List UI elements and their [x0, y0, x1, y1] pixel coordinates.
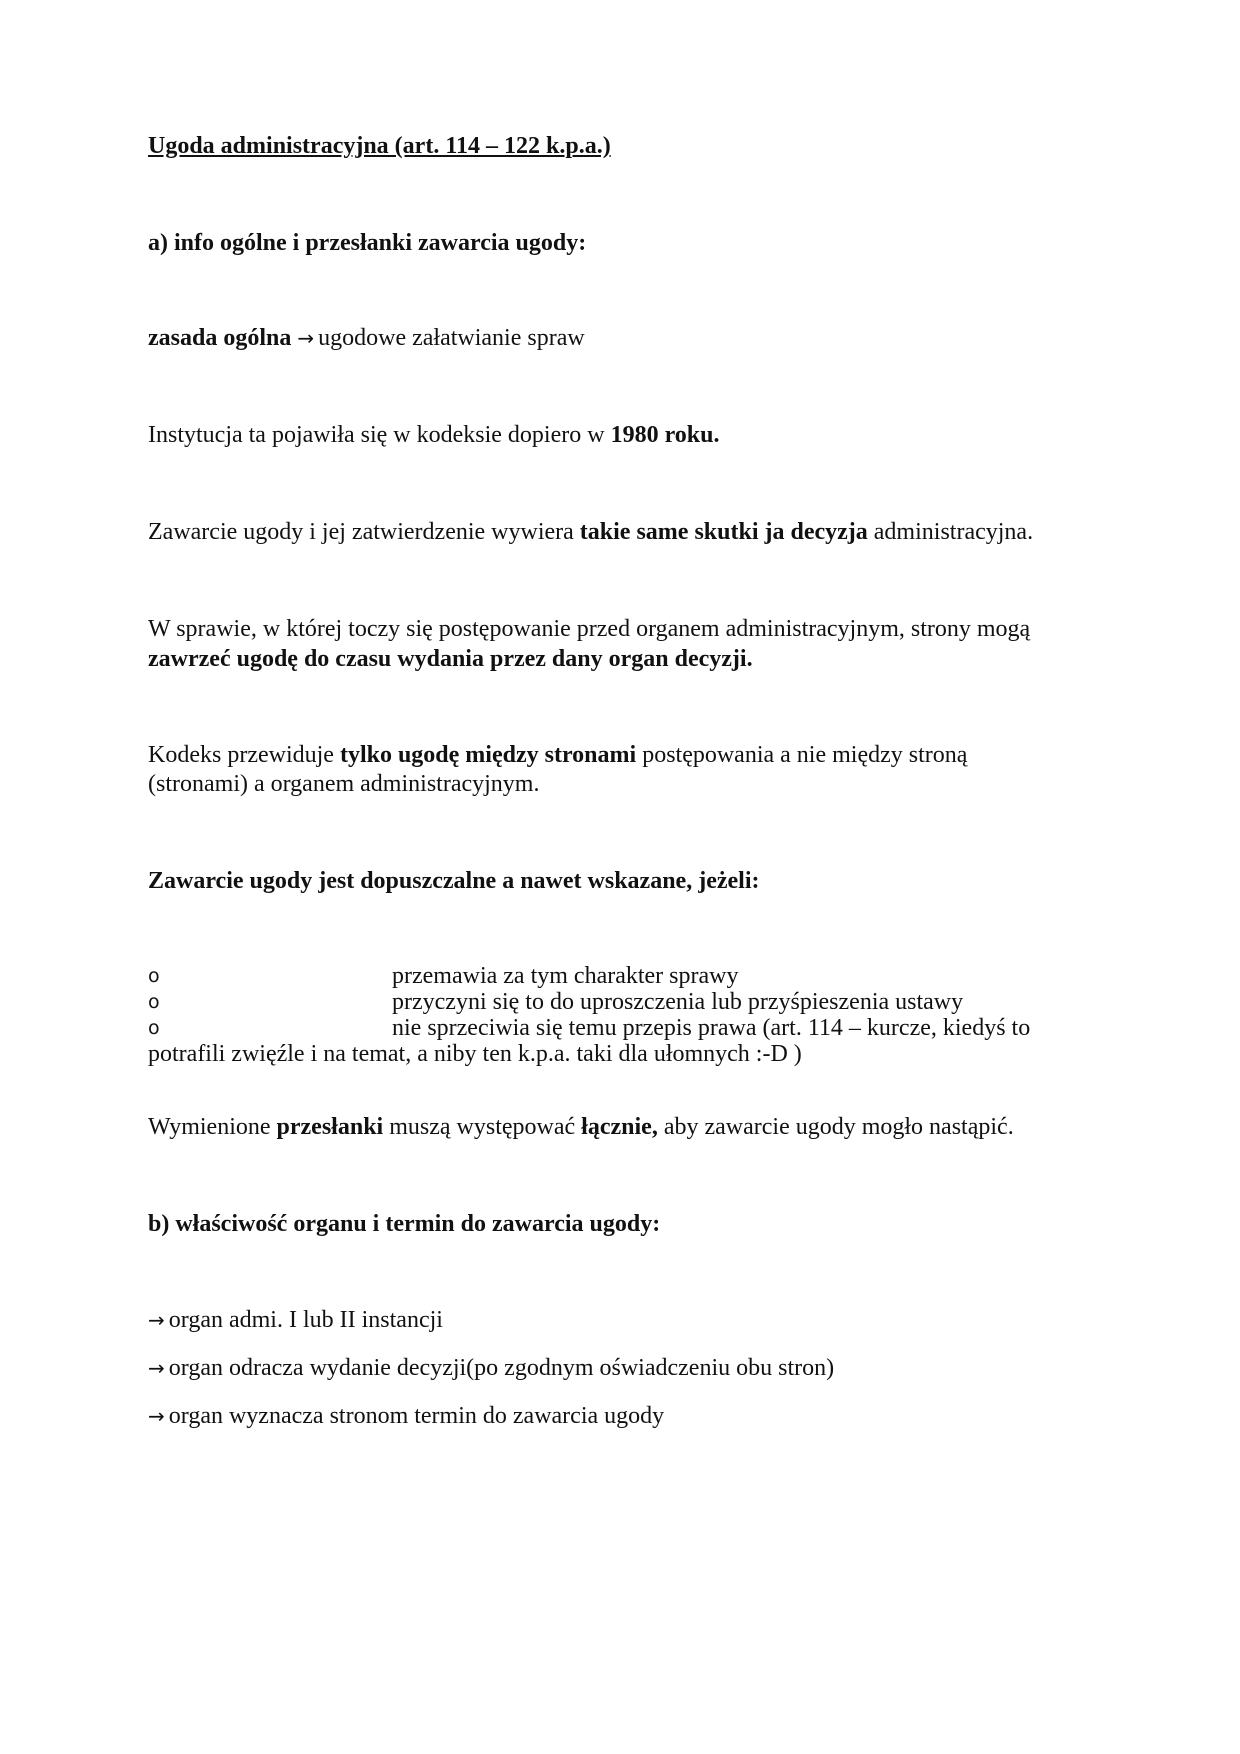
arrow-list-text: organ admi. I lub II instancji	[168, 1307, 443, 1333]
premises-bold-1: przesłanki	[276, 1114, 384, 1140]
case-paragraph-line-1: W sprawie, w której toczy się postępowanie przed organem administracyjnym, strony mogą	[148, 616, 1031, 642]
premises-text-1: Wymienione	[148, 1114, 277, 1140]
arrow-right-icon: →	[297, 326, 315, 350]
bullet-icon: o	[148, 965, 160, 987]
case-bold: zawrzeć ugodę do czasu wydania przez dany organ decyzji.	[148, 646, 753, 672]
arrow-right-icon: →	[148, 1404, 165, 1428]
institution-text: Instytucja ta pojawiła się w kodeksie dopiero w	[148, 422, 611, 448]
document-title: Ugoda administracyjna (art. 114 – 122 k.p.a.)	[148, 133, 611, 159]
section-a-heading-text: a) info ogólne i przesłanki zawarcia ugody:	[148, 230, 587, 256]
institution-year: 1980 roku.	[610, 422, 720, 448]
arrow-list-item	[148, 1400, 664, 1432]
code-text-2: postępowania a nie między stroną	[636, 742, 968, 768]
conditions-heading	[148, 865, 759, 897]
principle-label: zasada ogólna	[148, 325, 292, 351]
arrow-right-icon: →	[148, 1356, 165, 1380]
effects-bold: takie same skutki ja decyzja	[579, 519, 868, 545]
arrow-list-text: organ odracza wydanie decyzji(po zgodnym oświadczeniu obu stron)	[168, 1355, 835, 1381]
condition-item: przemawia za tym charakter sprawy	[392, 963, 739, 989]
arrow-right-icon: →	[148, 1308, 165, 1332]
code-bold: tylko ugodę między stronami	[339, 742, 637, 768]
bullet-icon: o	[148, 1017, 160, 1039]
premises-text-2: muszą występować	[383, 1114, 582, 1140]
section-a-heading	[148, 227, 586, 259]
code-text-1: Kodeks przewiduje	[148, 742, 340, 768]
principle-text: ugodowe załatwianie spraw	[318, 325, 585, 351]
arrow-list-item	[148, 1352, 834, 1384]
bullet-icon: o	[148, 991, 160, 1013]
premises-paragraph	[148, 1111, 1014, 1143]
premises-text-3: aby zawarcie ugody mogło nastąpić.	[657, 1114, 1014, 1140]
effects-text-1: Zawarcie ugody i jej zatwierdzenie wywiera	[148, 519, 580, 545]
conditions-heading-text: Zawarcie ugody jest dopuszczalne a nawet wskazane, jeżeli:	[148, 868, 760, 894]
code-paragraph-line-1	[148, 739, 967, 771]
case-paragraph-line-2	[148, 643, 753, 675]
condition-continuation: potrafili zwięźle i na temat, a niby ten k.p.a. taki dla ułomnych :-D )	[148, 1041, 802, 1067]
condition-item: nie sprzeciwia się temu przepis prawa (art. 114 – kurcze, kiedyś to	[392, 1015, 1031, 1041]
effects-paragraph	[148, 516, 1033, 548]
principle-line	[148, 322, 585, 354]
section-b-heading	[148, 1208, 660, 1240]
section-b-heading-text: b) właściwość organu i termin do zawarcia ugody:	[148, 1211, 661, 1237]
institution-paragraph	[148, 419, 719, 451]
condition-item: przyczyni się to do uproszczenia lub przyśpieszenia ustawy	[392, 989, 964, 1015]
effects-text-2: administracyjna.	[867, 519, 1034, 545]
premises-bold-2: łącznie,	[581, 1114, 658, 1140]
arrow-list-item	[148, 1304, 443, 1336]
arrow-list-text: organ wyznacza stronom termin do zawarcia ugody	[168, 1403, 665, 1429]
code-paragraph-line-2: (stronami) a organem administracyjnym.	[148, 771, 540, 797]
